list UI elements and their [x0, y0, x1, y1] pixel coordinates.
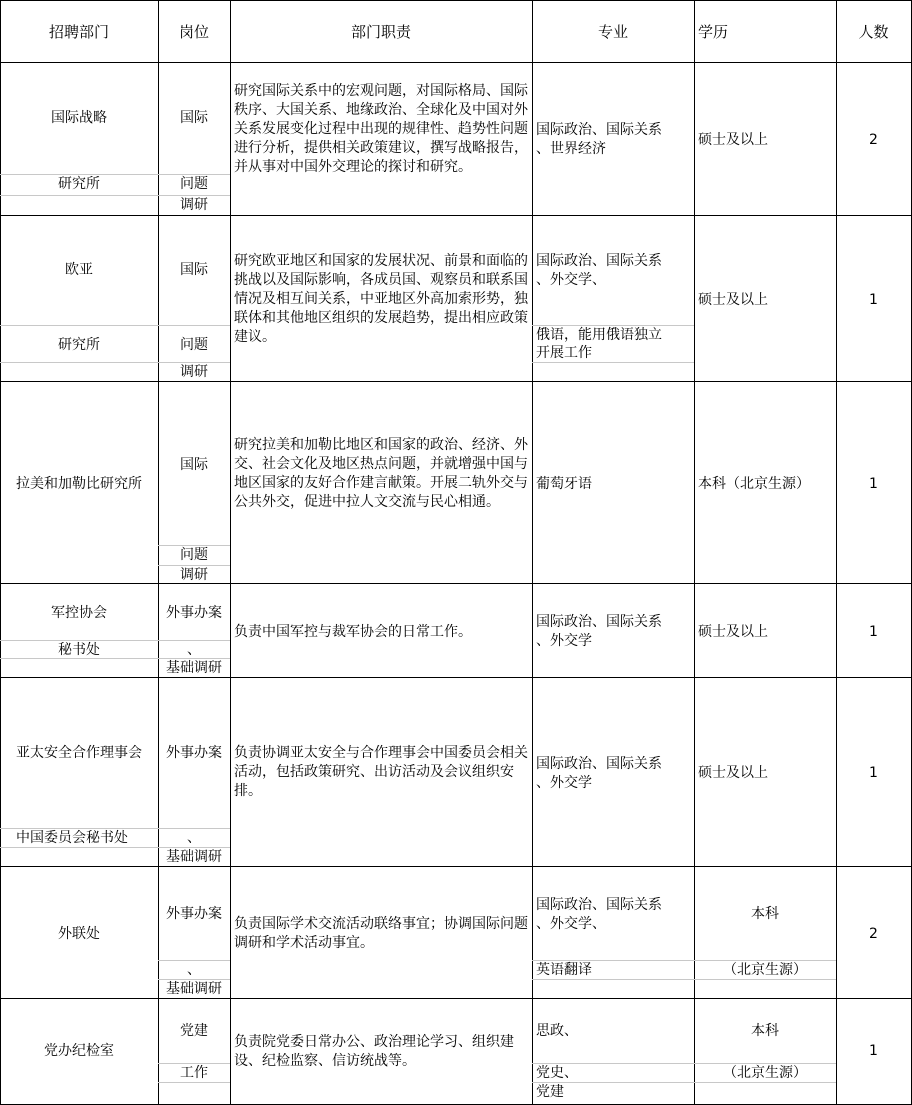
major-line3: 党建	[536, 1084, 564, 1100]
header-count: 人数	[858, 23, 889, 41]
position-line3: 调研	[180, 567, 208, 583]
position-line2: 、	[187, 642, 201, 658]
dept-name-line2: 中国委员会秘书处	[16, 830, 128, 846]
education-line2: （北京生源）	[723, 962, 807, 978]
major-line1: 国际政治、国际关系	[536, 614, 662, 630]
education-text: 硕士及以上	[698, 132, 768, 148]
major-line2: 党史、	[536, 1065, 578, 1081]
dept-name-line1: 军控协会	[51, 605, 107, 621]
position-line1: 党建	[180, 1023, 208, 1039]
dept-name-line2: 研究所	[58, 337, 100, 353]
major-line1: 国际政治、国际关系	[536, 897, 662, 913]
education-line1: 本科	[751, 906, 779, 922]
row-divider	[0, 62, 912, 63]
major-line3: 英语翻译	[536, 962, 592, 978]
position-line1: 国际	[180, 110, 208, 126]
position-line2: 工作	[180, 1065, 208, 1081]
major-line2: 、外交学、	[536, 272, 606, 288]
major-line1: 国际政治、国际关系	[536, 253, 662, 269]
position-line1: 国际	[180, 262, 208, 278]
major-line2: 、外交学、	[536, 916, 606, 932]
duties-text: 研究欧亚地区和国家的发展状况、前景和面临的挑战以及国际影响，各成员国、观察员和联系国情况及相互间关系，中亚地区外高加索形势，独联体和其他地区组织的发展趋势，提出相应政策建议。	[234, 253, 528, 345]
header-duties: 部门职责	[350, 23, 411, 41]
row-divider	[0, 866, 912, 867]
row-divider	[0, 998, 912, 999]
position-line1: 国际	[180, 457, 208, 473]
headcount: 1	[869, 1043, 878, 1059]
dept-name-line1: 欧亚	[65, 262, 93, 278]
duties-text: 负责国际学术交流活动联络事宜；协调国际问题调研和学术活动事宜。	[234, 916, 528, 951]
major-line1: 国际政治、国际关系	[536, 122, 662, 138]
education-line1: 本科	[751, 1023, 779, 1039]
position-line3: 基础调研	[166, 660, 222, 676]
dept-name: 外联处	[58, 926, 100, 942]
row-divider	[0, 677, 912, 678]
position-line2: 、	[187, 962, 201, 978]
major-line2: 、外交学	[536, 633, 592, 649]
dept-name: 党办纪检室	[44, 1043, 114, 1059]
border-top	[0, 0, 912, 1]
position-line3: 调研	[180, 197, 208, 213]
major-line2: 、外交学	[536, 775, 592, 791]
position-line1: 外事办案	[166, 605, 222, 621]
headcount: 1	[869, 476, 878, 492]
education-text: 本科（北京生源）	[698, 476, 810, 492]
education-line2: （北京生源）	[723, 1065, 807, 1081]
headcount: 2	[869, 926, 878, 942]
header-position: 岗位	[178, 23, 209, 41]
position-line2: 问题	[180, 337, 208, 353]
headcount: 1	[869, 624, 878, 640]
education-text: 硕士及以上	[698, 765, 768, 781]
education-text: 硕士及以上	[698, 292, 768, 308]
header-department: 招聘部门	[48, 23, 109, 41]
position-line1: 外事办案	[166, 906, 222, 922]
col-divider-position	[230, 0, 231, 1105]
row-divider	[0, 381, 912, 382]
position-line2: 问题	[180, 176, 208, 192]
duties-text: 负责中国军控与裁军协会的日常工作。	[234, 624, 472, 640]
education-text: 硕士及以上	[698, 624, 768, 640]
major-line1: 国际政治、国际关系	[536, 756, 662, 772]
header-major: 专业	[597, 23, 628, 41]
position-line3: 基础调研	[166, 849, 222, 865]
dept-name: 拉美和加勒比研究所	[16, 476, 142, 492]
major-text: 葡萄牙语	[536, 476, 592, 492]
duties-text: 负责协调亚太安全与合作理事会中国委员会相关活动，包括政策研究、出访活动及会议组织安排。	[234, 745, 528, 799]
position-line1: 外事办案	[166, 745, 222, 761]
dept-name-line1: 亚太安全合作理事会	[16, 745, 142, 761]
duties-text: 研究国际关系中的宏观问题，对国际格局、国际秩序、大国关系、地缘政治、全球化及中国对外关系发展变化过程中出现的规律性、趋势性问题进行分析，提供相关政策建议，撰写战略报告，并从事对中国外交理论的探讨和研究。	[234, 83, 528, 175]
position-line3: 调研	[180, 364, 208, 380]
headcount: 2	[869, 132, 878, 148]
dept-name-line2: 秘书处	[58, 642, 100, 658]
headcount: 1	[869, 765, 878, 781]
major-line4: 开展工作	[536, 345, 592, 361]
col-divider-duties	[532, 0, 533, 1105]
dept-name-line2: 研究所	[58, 176, 100, 192]
subrow-gridline	[0, 325, 230, 326]
col-divider-major	[694, 0, 695, 1105]
position-line2: 、	[187, 830, 201, 846]
row-divider	[0, 215, 912, 216]
row-divider	[0, 583, 912, 584]
headcount: 1	[869, 292, 878, 308]
dept-name-line1: 国际战略	[51, 110, 107, 126]
major-line3: 俄语，能用俄语独立	[536, 327, 662, 343]
major-line1: 思政、	[536, 1023, 578, 1039]
position-line3: 基础调研	[166, 981, 222, 997]
duties-text: 研究拉美和加勒比地区和国家的政治、经济、外交、社会文化及地区热点问题，并就增强中国与地区国家的友好合作建言献策。开展二轨外交与公共外交，促进中拉人文交流与民心相通。	[234, 437, 528, 510]
header-education: 学历	[698, 23, 729, 41]
duties-text: 负责院党委日常办公、政治理论学习、组织建设、纪检监察、信访统战等。	[234, 1034, 514, 1069]
major-line2: 、世界经济	[536, 141, 606, 157]
position-line2: 问题	[180, 547, 208, 563]
